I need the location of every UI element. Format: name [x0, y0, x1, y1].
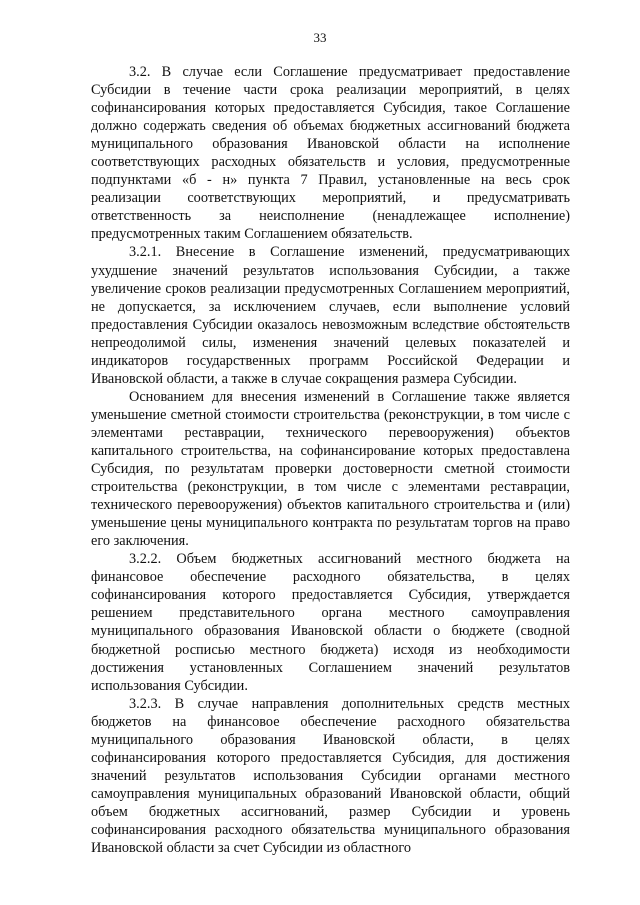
page-number: 33: [313, 30, 327, 45]
paragraph-3-2-2: 3.2.2. Объем бюджетных ассигнований местного бюджета на финансовое обеспечение расходного обязательства, в целях софинансирования которого предоставляется Субсидия, утверждается решением представительного органа местного самоуправления муниципального образования Ивановской области о бюджете (сводной бюджетной росписью местного бюджета) исходя из необходимости достижения установленных Соглашением значений результатов использования Субсидии.: [91, 551, 570, 694]
paragraph-3-2-1: 3.2.1. Внесение в Соглашение изменений, предусматривающих ухудшение значений результатов использования Субсидии, а также увеличение сроков реализации предусмотренных Соглашением мероприятий, не допускается, за исключением случаев, если выполнение условий предоставления Субсидии оказалось невозможным вследствие обстоятельств непреодолимой силы, изменения значений целевых показателей и индикаторов государственных программ Российской Федерации и Ивановской области, а также в случае сокращения размера Субсидии.: [91, 244, 570, 387]
paragraph-3-2-3: 3.2.3. В случае направления дополнительных средств местных бюджетов на финансовое обеспечение расходного обязательства муниципального образования Ивановской области, в целях софинансирования которого предоставляется Субсидия, для достижения значений результатов использования Субсидии органами местного самоуправления муниципальных образований Ивановской области, общий объем бюджетных ассигнований, размер Субсидии и уровень софинансирования расходного обязательства муниципального образования Ивановской области за счет Субсидии из областного: [91, 695, 570, 857]
document-body: [91, 63, 570, 857]
paragraph-amendment-basis: Основанием для внесения изменений в Соглашение также является уменьшение сметной стоимости строительства (реконструкции, в том числе с элементами реставрации, технического перевооружения) объектов капитального строительства, на софинансирование которых предоставлена Субсидия, по результатам проверки достоверности сметной стоимости строительства (реконструкции, в том числе с элементами реставрации, технического перевооружения) объектов капитального строительства и (или) уменьшение цены муниципального контракта по результатам торгов на право его заключения.: [91, 388, 570, 550]
paragraph-3-2: 3.2. В случае если Соглашение предусматривает предоставление Субсидии в течение части срока реализации мероприятий, в целях софинансирования которых предоставляется Субсидия, такое Соглашение должно содержать сведения об объемах бюджетных ассигнований бюджета муниципального образования Ивановской области на исполнение соответствующих расходных обязательств и условия, предусмотренные подпунктами «б - н» пункта 7 Правил, установленные на весь срок реализации соответствующих мероприятий, и предусматривать ответственность за неисполнение (ненадлежащее исполнение) предусмотренных таким Соглашением обязательств.: [91, 64, 570, 243]
